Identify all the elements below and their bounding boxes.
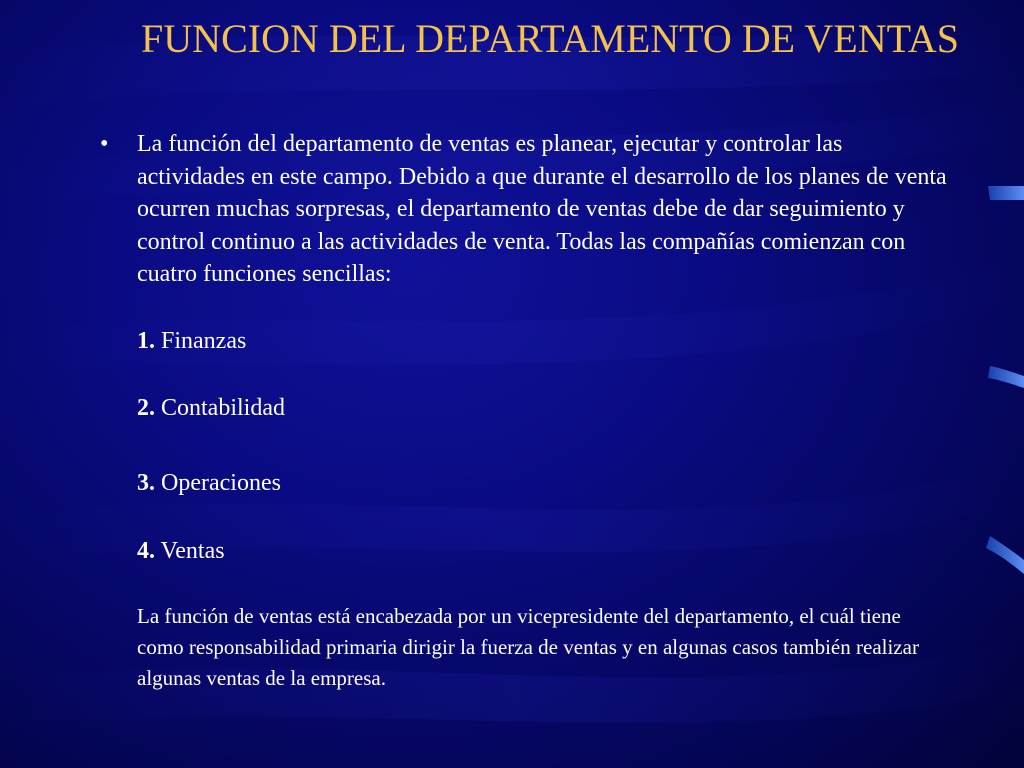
bullet-icon: • (100, 131, 109, 157)
accent-stripe (988, 186, 1024, 200)
list-item-contabilidad (137, 392, 950, 424)
list-item-label: Ventas (160, 537, 225, 564)
list-item-number: 1. (137, 327, 155, 354)
closing-paragraph: La función de ventas está encabezada por un vicepresidente del departamento, el cuál tiene como responsabilidad primaria dirigir la fuerza de ventas y en algunas casos también realizar algunas ventas de la empresa. (137, 603, 919, 690)
slide-title: FUNCION DEL DEPARTAMENTO DE VENTAS (141, 16, 959, 61)
list-item-operaciones (137, 467, 950, 499)
list-item-finanzas (137, 325, 950, 357)
list-item-number: 2. (137, 394, 155, 421)
list-item-label: Contabilidad (161, 394, 285, 421)
list-item-ventas (137, 535, 950, 567)
list-item-number: 3. (137, 469, 155, 496)
slide-content (100, 128, 950, 694)
list-item-label: Finanzas (161, 327, 247, 354)
accent-stripe (988, 366, 1024, 388)
list-item-number: 4. (137, 537, 155, 564)
bullet-paragraph (100, 128, 950, 291)
bullet-text: La función del departamento de ventas es planear, ejecutar y controlar las actividades en este campo. Debido a que durante el desarrollo de los planes de venta ocurren muchas sorpresas, el departamento de ventas debe de dar seguimiento y control continuo a las actividades de venta. Todas las compañías comienzan con cuatro funciones sencillas: (137, 131, 947, 287)
accent-stripe (986, 536, 1024, 574)
list-item-label: Operaciones (161, 469, 281, 496)
